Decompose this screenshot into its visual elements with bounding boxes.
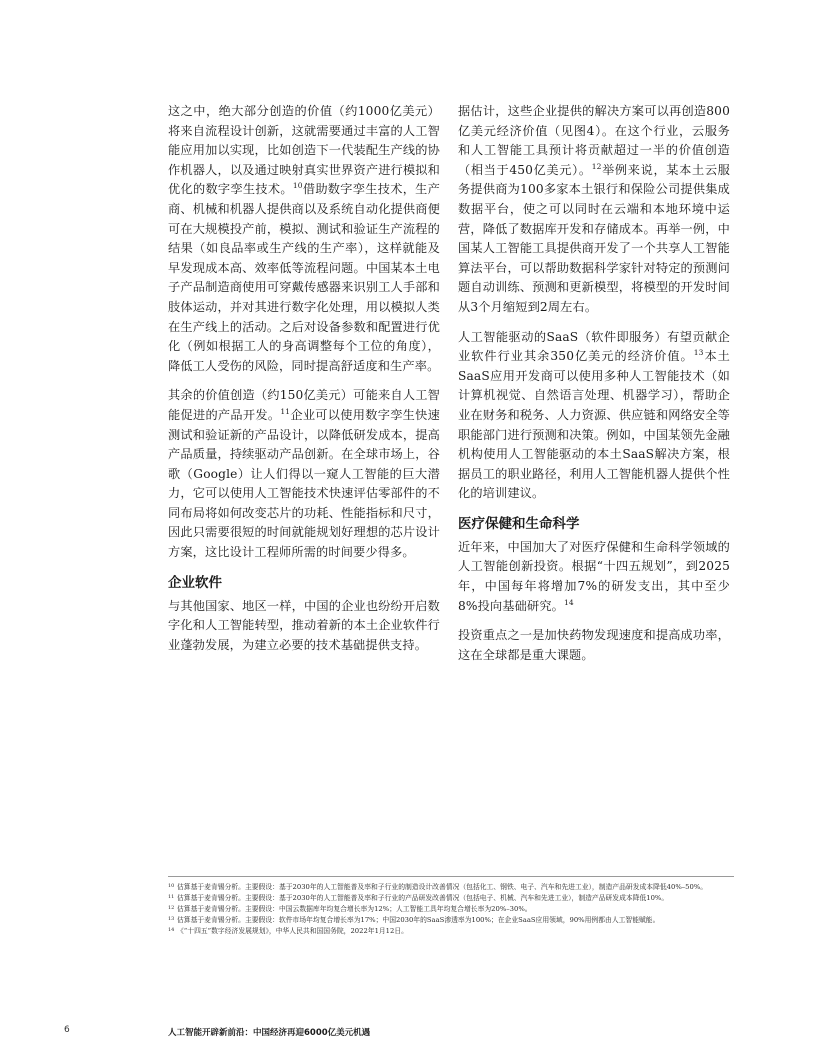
paragraph-text: 借助数字孪生技术，生产商、机械和机器人提供商以及系统自动化提供商便可在大规模投产前，模拟、测试和验证生产流程的结果（如良品率或生产线的生产率），这样就能及早发现成本高、效率低等流程问题。中国某本土电子产品制造商使用可穿戴传感器来识别工人手部和肢体运动，并对其进行数字化处理，用以模拟人类在生产线上的活动。之后对设备参数和配置进行优化（例如根据工人的身高调整每个工位的角度），降低工人受伤的风险，同时提高舒适度和生产率。 xyxy=(168,182,441,373)
paragraph-text: 本土SaaS应用开发商可以使用多种人工智能技术（如计算机视觉、自然语言处理、机器学习），帮助企业在财务和税务、人力资源、供应链和网络安全等职能部门进行预测和决策。例如，中国某领先金融机构使用人工智能驱动的本土SaaS解决方案，根据员工的职业路径，利用人工智能机器人提供个性化的培训建议。 xyxy=(458,349,730,501)
footnote-ref[interactable]: 11 xyxy=(280,406,291,416)
footnote-text: 估算基于麦肯锡分析。主要假设：软件市场年均复合增长率为17%；中国2030年的SaaS渗透率为100%；在企业SaaS应用领域，90%用例都由人工智能赋能。 xyxy=(177,916,660,924)
paragraph: 与其他国家、地区一样，中国的企业也纷纷开启数字化和人工智能转型，推动着新的本土企业软件行业蓬勃发展，为建立必要的技术基础提供支持。 xyxy=(168,598,440,652)
footnote-number: 14 xyxy=(168,927,175,933)
right-column xyxy=(458,102,730,675)
section-heading: 企业软件 xyxy=(168,574,222,591)
footnote xyxy=(168,904,734,914)
footnote-number: 10 xyxy=(168,883,175,889)
footnote-text: 《“十四五”数字经济发展规划》，中华人民共和国国务院，2022年1月12日。 xyxy=(177,927,408,935)
paragraph-text: 举例来说，某本土云服务提供商为100多家本土银行和保险公司提供集成数据平台，使之可以同时在云端和本地环境中运营，降低了数据库开发和存储成本。再举一例，中国某人工智能工具提供商开发了一个共享人工智能算法平台，可以帮助数据科学家针对特定的预测问题自动训练、预测和更新模型，将模型的开发时间从3个月缩短到2周左右。 xyxy=(458,162,730,314)
footnote-ref[interactable]: 12 xyxy=(591,161,602,171)
footnote-number: 13 xyxy=(168,916,175,922)
paragraph-text: 人工智能驱动的SaaS（软件即服务）有望贡献企业软件行业其余350亿美元的经济价值。 xyxy=(458,329,730,364)
running-title: 人工智能开辟新前沿：中国经济再迎6000亿美元机遇 xyxy=(168,1028,371,1038)
footnotes xyxy=(168,876,734,937)
footnote-ref[interactable]: 10 xyxy=(292,181,303,191)
paragraph xyxy=(458,538,730,616)
footnote xyxy=(168,893,734,903)
paragraph xyxy=(458,328,730,504)
footnote-text: 估算基于麦肯锡分析。主要假设：中国云数据库年均复合增长率为12%；人工智能工具年均复合增长率为20%–30%。 xyxy=(177,905,532,913)
paragraph xyxy=(168,102,440,376)
footnote-ref[interactable]: 14 xyxy=(564,597,574,607)
footnote-text: 估算基于麦肯锡分析。主要假设：基于2030年的人工智能普及率和子行业的产品研发改善情况（包括电子、机械、汽车和先进工业），制造产品研发成本降低10%。 xyxy=(177,894,669,902)
paragraph-text: 据估计，这些企业提供的解决方案可以再创造800亿美元经济价值（见图4）。在这个行业，云服务和人工智能工具预计将贡献超过一半的价值创造（相当于450亿美元）。 xyxy=(458,104,730,177)
paragraph-text: 这之中，绝大部分创造的价值（约1000亿美元）将来自流程设计创新，这就需要通过丰富的人工智能应用加以实现，比如创造下一代装配生产线的协作机器人，以及通过映射真实世界资产进行模拟和优化的数字孪生技术。 xyxy=(168,104,440,197)
paragraph: 投资重点之一是加快药物发现速度和提高成功率，这在全球都是重大课题。 xyxy=(458,628,730,662)
footnote-number: 12 xyxy=(168,905,175,911)
footnote-number: 11 xyxy=(168,894,175,900)
paragraph-text: 企业可以使用数字孪生快速测试和验证新的产品设计，以降低研发成本，提高产品质量，持续驱动产品创新。在全球市场上，谷歌（Google）让人们得以一窥人工智能的巨大潜力，它可以使用人工智能技术快速评估零部件的不同布局将如何改变芯片的功耗、性能指标和尺寸，因此只需要很短的时间就能规划好理想的芯片设计方案，这比设计工程师所需的时间要少得多。 xyxy=(168,407,440,560)
footnote-ref[interactable]: 13 xyxy=(693,348,704,358)
footnote xyxy=(168,915,734,925)
paragraph xyxy=(168,386,440,562)
footnote xyxy=(168,882,734,892)
footnote-text: 估算基于麦肯锡分析。主要假设：基于2030年的人工智能普及率和子行业的制造设计改善情况（包括化工、钢铁、电子、汽车和先进工业），制造产品研发成本降低40%–50%。 xyxy=(177,883,708,891)
section-heading: 医疗保健和生命科学 xyxy=(458,515,580,532)
footnote xyxy=(168,926,734,936)
paragraph xyxy=(458,102,730,318)
paragraph-text: 近年来，中国加大了对医疗保健和生命科学领域的人工智能创新投资。根据“十四五规划”，到2025年，中国每年将增加7%的研发支出，其中至少8%投向基础研究。 xyxy=(458,539,730,613)
left-column xyxy=(168,102,440,665)
paragraph-text: 其余的价值创造（约150亿美元）可能来自人工智能促进的产品开发。 xyxy=(168,388,440,422)
page-number: 6 xyxy=(64,1025,70,1035)
